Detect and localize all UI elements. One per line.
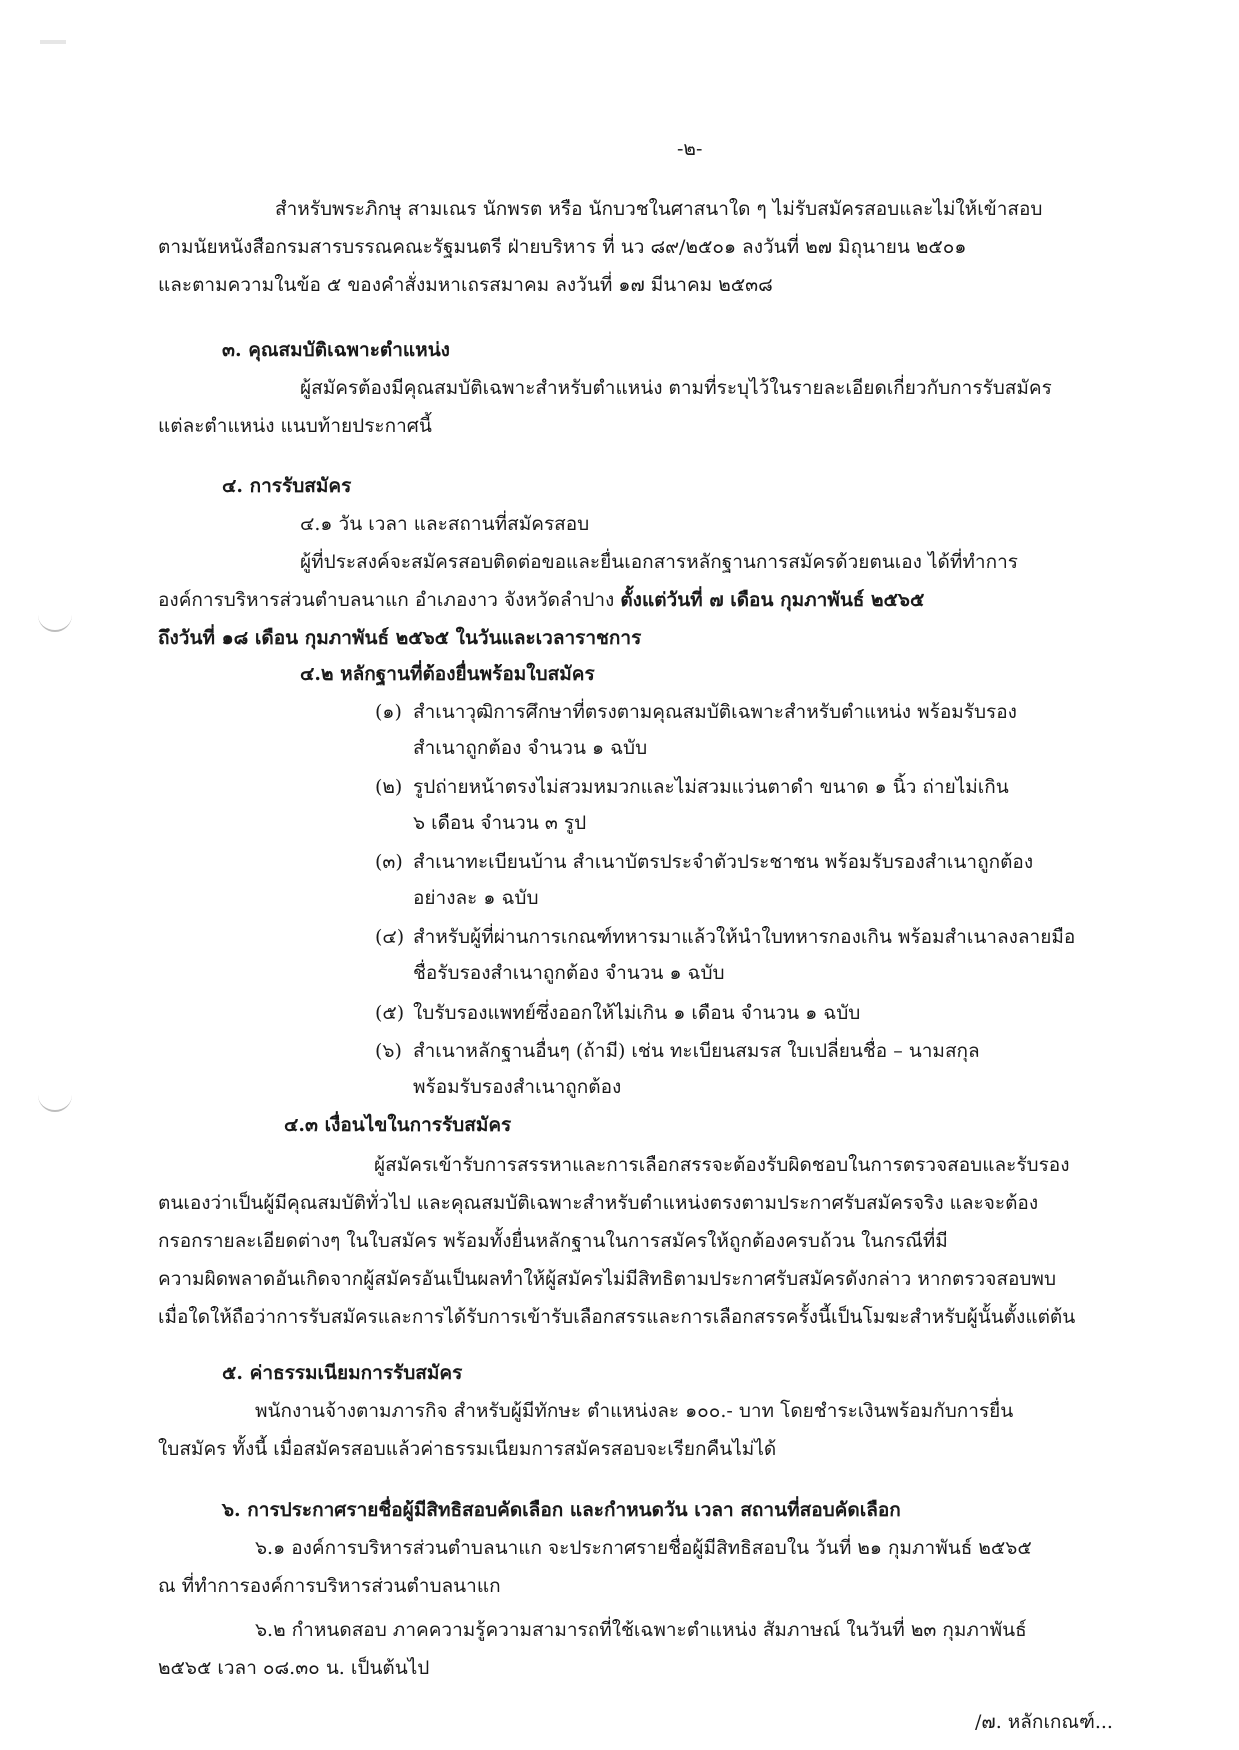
next-page-reference: /๗. หลักเกณฑ์... bbox=[975, 1711, 1113, 1733]
doc-item-number: (๖) bbox=[375, 1040, 402, 1062]
doc-item-line-1: สำเนาวุฒิการศึกษาที่ตรงตามคุณสมบัติเฉพาะสำหรับตำแหน่ง พร้อมรับรอง bbox=[413, 701, 1017, 723]
section-6-1-line-2: ณ ที่ทำการองค์การบริหารส่วนตำบลนาแก bbox=[158, 1575, 501, 1597]
section-4-1-line-2 bbox=[158, 583, 924, 617]
page-number: -๒- bbox=[677, 138, 703, 160]
section-5-heading: ๕. ค่าธรรมเนียมการรับสมัคร bbox=[222, 1362, 463, 1384]
section-4-1-line-3: ถึงวันที่ ๑๘ เดือน กุมภาพันธ์ ๒๕๖๕ ในวันและเวลาราชการ bbox=[158, 627, 642, 649]
section-4-3-line: เมื่อใดให้ถือว่าการรับสมัครและการได้รับการเข้ารับเลือกสรรและการเลือกสรรครั้งนี้เป็นโมฆะสำหรับผู้นั้นตั้งแต่ต้น bbox=[158, 1306, 1076, 1328]
doc-item-line-2: พร้อมรับรองสำเนาถูกต้อง bbox=[413, 1076, 622, 1098]
section-5-line-2: ใบสมัคร ทั้งนี้ เมื่อสมัครสอบแล้วค่าธรรมเนียมการสมัครสอบจะเรียกคืนไม่ได้ bbox=[158, 1438, 777, 1460]
section-3-heading: ๓. คุณสมบัติเฉพาะตำแหน่ง bbox=[222, 339, 450, 361]
doc-item-line-1: ใบรับรองแพทย์ซึ่งออกให้ไม่เกิน ๑ เดือน จำนวน ๑ ฉบับ bbox=[413, 1002, 861, 1024]
section-6-heading: ๖. การประกาศรายชื่อผู้มีสิทธิสอบคัดเลือก และกำหนดวัน เวลา สถานที่สอบคัดเลือก bbox=[222, 1499, 901, 1521]
application-start-date: ตั้งแต่วันที่ ๗ เดือน กุมภาพันธ์ ๒๕๖๕ bbox=[620, 589, 925, 611]
doc-item-line-2: ๖ เดือน จำนวน ๓ รูป bbox=[413, 812, 587, 834]
section-4-3-line: ผู้สมัครเข้ารับการสรรหาและการเลือกสรรจะต้องรับผิดชอบในการตรวจสอบและรับรอง bbox=[374, 1154, 1070, 1176]
section-6-2-line-2: ๒๕๖๕ เวลา ๐๘.๓๐ น. เป็นต้นไป bbox=[158, 1657, 430, 1679]
section-6-2-line-1: ๖.๒ กำหนดสอบ ภาคความรู้ความสามารถที่ใช้เฉพาะตำแหน่ง สัมภาษณ์ ในวันที่ ๒๓ กุมภาพันธ์ bbox=[255, 1619, 1027, 1641]
section-4-3-line: ความผิดพลาดอันเกิดจากผู้สมัครอันเป็นผลทำให้ผู้สมัครไม่มีสิทธิตามประกาศรับสมัครดังกล่าว หากตรวจสอบพบ bbox=[158, 1268, 1057, 1290]
punch-hole-mark-bottom bbox=[38, 1092, 72, 1112]
section-5-line-1: พนักงานจ้างตามภารกิจ สำหรับผู้มีทักษะ ตำแหน่งละ ๑๐๐.- บาท โดยชำระเงินพร้อมกับการยื่น bbox=[255, 1400, 1014, 1422]
doc-item-number: (๕) bbox=[375, 1002, 405, 1024]
section-4-heading: ๔. การรับสมัคร bbox=[222, 475, 352, 497]
section-4-1-line-1: ผู้ที่ประสงค์จะสมัครสอบติดต่อขอและยื่นเอกสารหลักฐานการสมัครด้วยตนเอง ได้ที่ทำการ bbox=[300, 551, 1018, 573]
doc-item-line-2: ชื่อรับรองสำเนาถูกต้อง จำนวน ๑ ฉบับ bbox=[413, 962, 725, 984]
scan-speck bbox=[40, 40, 66, 44]
section-4-3-heading: ๔.๓ เงื่อนไขในการรับสมัคร bbox=[284, 1114, 512, 1136]
section-4-1-line-2-text: องค์การบริหารส่วนตำบลนาแก อำเภองาว จังหวัดลำปาง bbox=[158, 589, 621, 611]
doc-item-number: (๓) bbox=[375, 851, 403, 873]
doc-item-number: (๑) bbox=[375, 701, 402, 723]
doc-item-line-2: อย่างละ ๑ ฉบับ bbox=[413, 887, 539, 909]
punch-hole-mark-top bbox=[38, 612, 72, 632]
doc-item-number: (๔) bbox=[375, 926, 405, 948]
doc-item-line-1: สำเนาหลักฐานอื่นๆ (ถ้ามี) เช่น ทะเบียนสมรส ใบเปลี่ยนชื่อ – นามสกุล bbox=[413, 1040, 980, 1062]
section-3-line-1: ผู้สมัครต้องมีคุณสมบัติเฉพาะสำหรับตำแหน่ง ตามที่ระบุไว้ในรายละเอียดเกี่ยวกับการรับสมัคร bbox=[300, 377, 1052, 399]
intro-line-1: สำหรับพระภิกษุ สามเณร นักพรต หรือ นักบวชในศาสนาใด ๆ ไม่รับสมัครสอบและไม่ให้เข้าสอบ bbox=[275, 198, 1043, 220]
doc-item-line-2: สำเนาถูกต้อง จำนวน ๑ ฉบับ bbox=[413, 737, 648, 759]
doc-item-number: (๒) bbox=[375, 776, 403, 798]
doc-item-line-1: สำเนาทะเบียนบ้าน สำเนาบัตรประจำตัวประชาชน พร้อมรับรองสำเนาถูกต้อง bbox=[413, 851, 1034, 873]
intro-line-3: และตามความในข้อ ๕ ของคำสั่งมหาเถรสมาคม ลงวันที่ ๑๗ มีนาคม ๒๕๓๘ bbox=[158, 274, 773, 296]
section-3-line-2: แต่ละตำแหน่ง แนบท้ายประกาศนี้ bbox=[158, 415, 432, 437]
doc-item-line-1: รูปถ่ายหน้าตรงไม่สวมหมวกและไม่สวมแว่นตาดำ ขนาด ๑ นิ้ว ถ่ายไม่เกิน bbox=[413, 776, 1009, 798]
section-4-1-heading: ๔.๑ วัน เวลา และสถานที่สมัครสอบ bbox=[300, 513, 590, 535]
doc-item-line-1: สำหรับผู้ที่ผ่านการเกณฑ์ทหารมาแล้วให้นำใบทหารกองเกิน พร้อมสำเนาลงลายมือ bbox=[413, 926, 1076, 948]
section-4-3-line: กรอกรายละเอียดต่างๆ ในใบสมัคร พร้อมทั้งยื่นหลักฐานในการสมัครให้ถูกต้องครบถ้วน ในกรณีที่มี bbox=[158, 1230, 948, 1252]
intro-line-2: ตามนัยหนังสือกรมสารบรรณคณะรัฐมนตรี ฝ่ายบริหาร ที่ นว ๘๙/๒๕๐๑ ลงวันที่ ๒๗ มิถุนายน ๒๕๐๑ bbox=[158, 236, 967, 258]
section-4-2-heading: ๔.๒ หลักฐานที่ต้องยื่นพร้อมใบสมัคร bbox=[300, 663, 595, 685]
section-6-1-line-1: ๖.๑ องค์การบริหารส่วนตำบลนาแก จะประกาศรายชื่อผู้มีสิทธิสอบใน วันที่ ๒๑ กุมภาพันธ์ ๒๕๖๕ bbox=[255, 1537, 1032, 1559]
section-4-3-line: ตนเองว่าเป็นผู้มีคุณสมบัติทั่วไป และคุณสมบัติเฉพาะสำหรับตำแหน่งตรงตามประกาศรับสมัครจริง และจะต้อง bbox=[158, 1192, 1039, 1214]
